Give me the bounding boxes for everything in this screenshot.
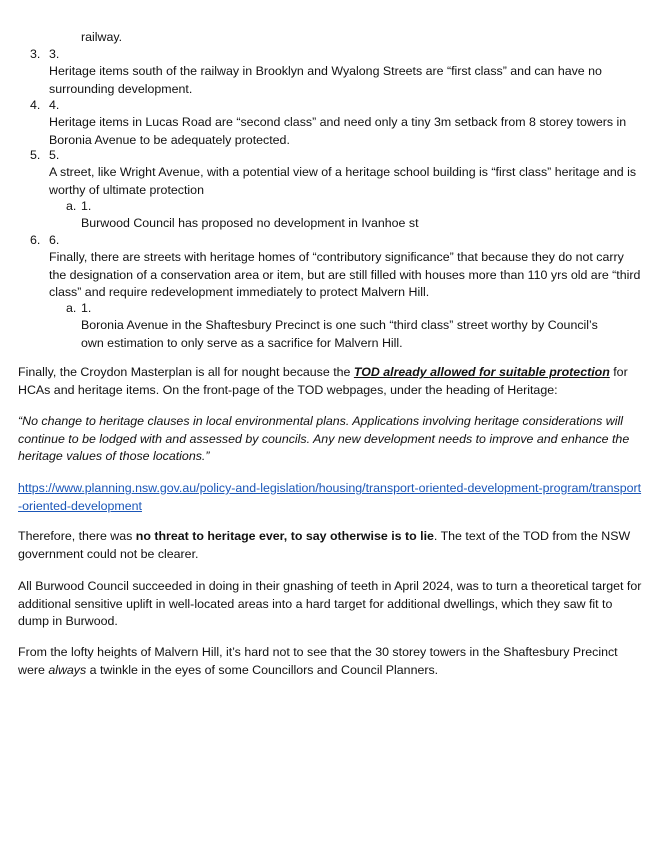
list-inner-marker: 4. <box>49 98 60 112</box>
text-run: a twinkle in the eyes of some Councillors and Council Planners. <box>86 662 439 677</box>
text-run: for HCAs and heritage items. On the front-page of the TOD webpages, under the heading of Heritage: <box>18 365 628 397</box>
sub-list-marker: a. <box>66 199 77 213</box>
list-marker: 6. <box>30 233 41 247</box>
list-item-text: A street, like Wright Avenue, with a potential view of a heritage school building is “first class” heritage and is worthy of ultimate protection <box>49 165 637 197</box>
list-marker: 3. <box>30 47 41 61</box>
text-run: Therefore, there was <box>18 529 136 543</box>
paragraph-masterplan <box>18 364 642 399</box>
emphasis-text: TOD already allowed for suitable protection <box>353 365 610 379</box>
italic-text: always <box>48 662 87 677</box>
list-marker: 4. <box>30 98 41 112</box>
sub-list-item-text: Boronia Avenue in the Shaftesbury Precinct is one such “third class” street worthy by Council’s own estimation to only serve as a sacrifice for Malvern Hill. <box>81 318 598 350</box>
text-run: Finally, the Croydon Masterplan is all for nought because the <box>18 365 354 379</box>
sub-list-marker: a. <box>66 301 77 315</box>
list-marker: 5. <box>30 148 41 162</box>
paragraph-burwood: All Burwood Council succeeded in doing in their gnashing of teeth in April 2024, was to turn a theoretical target for additional sensitive uplift in well-located areas into a hard target for additional dwellings, which they saw fit to dump in Burwood. <box>18 579 642 628</box>
bold-text: no threat to heritage ever, to say otherwise is to lie <box>135 529 434 543</box>
list-item-text: Heritage items south of the railway in Brooklyn and Wyalong Streets are “first class” and can have no surrounding development. <box>49 64 602 96</box>
link-paragraph <box>18 480 642 515</box>
paragraph-malvern-hill <box>18 644 642 679</box>
list-inner-marker: 5. <box>49 148 60 162</box>
sub-list-item-text: Burwood Council has proposed no development in Ivanhoe st <box>81 216 419 230</box>
sub-list-inner-marker: 1. <box>81 301 92 315</box>
heritage-quote: “No change to heritage clauses in local environmental plans. Applications involving heritage considerations will continue to be lodged with and assessed by councils. Any new development needs to improve and enhance the heritage values of those locations.” <box>18 414 630 463</box>
sub-list-inner-marker: 1. <box>81 199 92 213</box>
list-item-text: Heritage items in Lucas Road are “second class” and need only a tiny 3m setback from 8 storey towers in Boronia Avenue to be adequately protected. <box>49 115 627 147</box>
tod-webpage-link[interactable]: https://www.planning.nsw.gov.au/policy-and-legislation/housing/transport-oriented-development-program/transport-oriented-development <box>18 481 642 513</box>
list-inner-marker: 3. <box>49 47 60 61</box>
text-run: From the lofty heights of Malvern Hill, it’s hard not to see that the 30 storey towers in the Shaftesbury Precinct were <box>18 645 618 677</box>
list-inner-marker: 6. <box>49 233 60 247</box>
list-continuation: railway. <box>81 30 123 44</box>
list-item-text: Finally, there are streets with heritage homes of “contributory significance” that because they do not carry the designation of a conservation area or item, but are still filled with houses more than 110 yrs old are “third class” and require redevelopment immediately to protect Malvern Hill. <box>49 250 641 299</box>
text-run: . The text of the TOD from the NSW government could not be clearer. <box>18 529 631 561</box>
paragraph-no-threat <box>18 528 642 563</box>
